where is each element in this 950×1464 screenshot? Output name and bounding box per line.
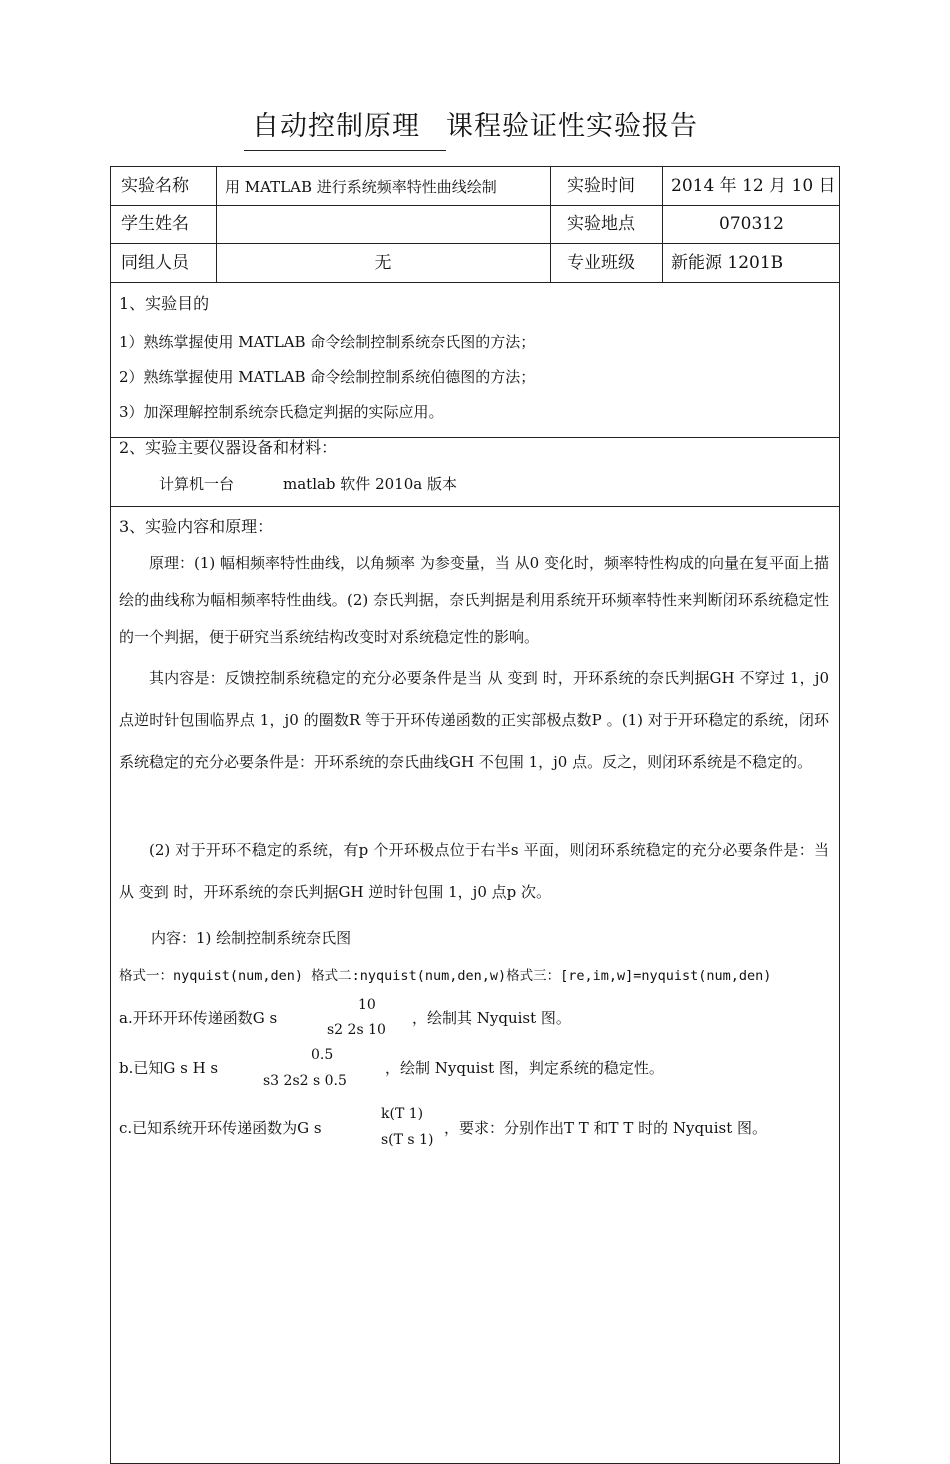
question-b-tail: ，绘制 Nyquist 图，判定系统的稳定性。 <box>385 1059 664 1077</box>
principle-paragraph: 原理：(1) 幅相频率特性曲线，以角频率 为参变量，当 从0 变化时，频率特性构成的向量在复平面上描绘的曲线称为幅相频率特性曲线。(2) 奈氏判据，奈氏判据是利用系统开环频率特性来判断闭环系统稳定性的一个判据，便于研究当系统结构改变时对系统稳定性的影响。 <box>119 554 829 646</box>
equipment-item: matlab 软件 2010a 版本 <box>283 475 457 493</box>
question-c-tail: ，要求：分别作出T T 和T T 时的 Nyquist 图。 <box>444 1119 768 1137</box>
label-group-members: 同组人员 <box>121 253 189 273</box>
row-divider <box>111 282 839 283</box>
content-heading: 内容：1) 绘制控制系统奈氏图 <box>151 929 352 947</box>
label-experiment-name: 实验名称 <box>121 176 189 196</box>
question-c-numerator: k(T 1) <box>381 1106 424 1122</box>
objective-item: 3）加深理解控制系统奈氏稳定判据的实际应用。 <box>119 403 444 421</box>
objective-item: 2）熟练掌握使用 MATLAB 命令绘制控制系统伯德图的方法； <box>119 368 536 386</box>
criterion-paragraph: 其内容是：反馈控制系统稳定的充分必要条件是当 从 变到 时，开环系统的奈氏判据GH 不穿过 1，j0 点逆时针包围临界点 1，j0 的圈数R 等于开环传递函数的正实部极点数P 。(1) 对于开环稳定的系统，闭环系统稳定的充分必要条件是：开环系统的奈氏曲线GH 不包围 1，j0 点。反之，则闭环系统是不稳定的。 <box>119 669 829 771</box>
command-format-line: 格式一：nyquist(num,den) 格式二:nyquist(num,den,w)格式三：[re,im,w]=nyquist(num,den) <box>119 968 772 984</box>
title-underline <box>244 150 446 151</box>
unstable-case-paragraph: (2) 对于开环不稳定的系统，有p 个开环极点位于右半s 平面，则闭环系统稳定的充分必要条件是：当 从 变到 时，开环系统的奈氏判据GH 逆时针包围 1，j0 点p 次。 <box>119 841 829 901</box>
question-a-lead: a.开环开环传递函数G s <box>119 1009 278 1027</box>
objective-item: 1）熟练掌握使用 MATLAB 命令绘制控制系统奈氏图的方法； <box>119 333 536 351</box>
section-2-heading: 2、实验主要仪器设备和材料： <box>119 438 338 457</box>
question-b-numerator: 0.5 <box>311 1047 334 1063</box>
label-class: 专业班级 <box>567 253 635 273</box>
label-experiment-time: 实验时间 <box>567 176 635 196</box>
row-divider <box>111 205 839 206</box>
title-main: 自动控制原理 <box>252 111 420 142</box>
equipment-item: 计算机一台 <box>159 475 235 493</box>
question-a-tail: ，绘制其 Nyquist 图。 <box>412 1009 571 1027</box>
question-c-lead: c.已知系统开环传递函数为G s <box>119 1119 322 1137</box>
question-b-denominator: s3 2s2 s 0.5 <box>263 1073 347 1089</box>
value-class: 新能源 1201B <box>671 253 784 273</box>
label-experiment-place: 实验地点 <box>567 214 635 234</box>
row-divider <box>111 243 839 244</box>
col-divider <box>550 167 551 282</box>
section-1-heading: 1、实验目的 <box>119 294 210 313</box>
question-b-lead: b.已知G s H s <box>119 1059 219 1077</box>
value-group-members: 无 <box>374 253 392 273</box>
label-student-name: 学生姓名 <box>121 214 189 234</box>
value-experiment-name: 用 MATLAB 进行系统频率特性曲线绘制 <box>225 178 497 196</box>
value-experiment-place: 070312 <box>719 214 784 234</box>
question-c-denominator: s(T s 1) <box>381 1132 434 1148</box>
title-sub: 课程验证性实验报告 <box>446 111 698 142</box>
question-a-numerator: 10 <box>358 997 376 1013</box>
value-experiment-time: 2014 年 12 月 10 日 <box>671 176 836 196</box>
question-a-denominator: s2 2s 10 <box>327 1022 386 1038</box>
page-title <box>0 104 950 143</box>
report-table <box>110 166 840 1464</box>
row-divider <box>111 506 839 507</box>
section-3-heading: 3、实验内容和原理： <box>119 517 274 536</box>
